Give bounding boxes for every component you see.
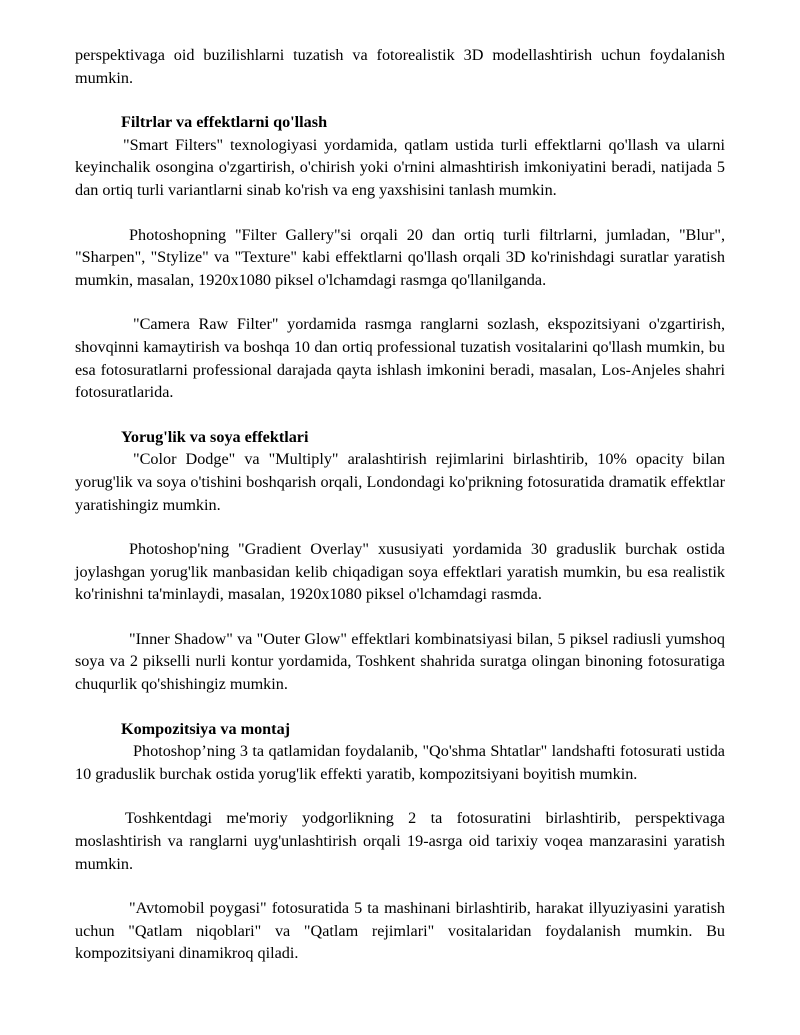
paragraph-three-layers: Photoshop’ning 3 ta qatlamidan foydalanib, "Qo'shma Shtatlar" landshafti fotosurati ustida 10 graduslik burchak ostida yorug'lik effekti yaratib, kompozitsiyani boyitish mumkin.	[75, 742, 725, 783]
paragraph-camera-raw: "Camera Raw Filter" yordamida rasmga ranglarni sozlash, ekspozitsiyani o'zgartirish, shovqinni kamaytirish va boshqa 10 dan ortiq professional tuzatish vositalarini qo'llash mumkin, bu esa fotosuratlarni professional darajada qayta ishlash imkonini beradi, masalan, Los-Anjeles shahri fotosuratlarida.	[75, 315, 725, 402]
paragraph-smart-filters: "Smart Filters" texnologiyasi yordamida, qatlam ustida turli effektlarni qo'llash va ularni keyinchalik osongina o'zgartirish, o'chirish yoki o'rnini almashtirish imkoniyatini beradi, natijada 5 dan ortiq turli variantlarni sinab ko'rish va eng yaxshisini tanlash mumkin.	[75, 135, 725, 199]
paragraph-continuation: perspektivaga oid buzilishlarni tuzatish va fotorealistik 3D modellashtirish uchun foydalanish mumkin.	[75, 46, 725, 87]
paragraph-gradient-overlay: Photoshop'ning "Gradient Overlay" xususiyati yordamida 30 graduslik burchak ostida joylashgan yorug'lik manbasidan kelib chiqadigan soya effektlari yaratish mumkin, bu esa realistik ko'rinishni ta'minlaydi, masalan, 1920x1080 piksel o'lchamdagi rasmda.	[75, 540, 725, 604]
section-heading-filters: Filtrlar va effektlarni qo'llash	[121, 113, 328, 132]
paragraph-color-dodge: "Color Dodge" va "Multiply" aralashtirish rejimlarini birlashtirib, 10% opacity bilan yorug'lik va soya o'tishini boshqarish orqali, Londondagi ko'prikning fotosuratida dramatik effektlar yaratishingiz mumkin.	[75, 450, 725, 514]
paragraph-car-race: "Avtomobil poygasi" fotosuratida 5 ta mashinani birlashtirib, harakat illyuziyasini yaratish uchun "Qatlam niqoblari" va "Qatlam rejimlari" vositalaridan foydalanish mumkin. Bu kompozitsiyani dinamikroq qiladi.	[75, 899, 725, 963]
paragraph-filter-gallery: Photoshopning "Filter Gallery"si orqali 20 dan ortiq turli filtrlarni, jumladan, "Blur", "Sharpen", "Stylize" va "Texture" kabi effektlarni qo'llash orqali 3D ko'rinishdagi suratlar yaratish mumkin, masalan, 1920x1080 piksel o'lchamdagi rasmga qo'llanilganda.	[75, 225, 725, 289]
document-page	[75, 44, 725, 965]
paragraph-inner-shadow: "Inner Shadow" va "Outer Glow" effektlari kombinatsiyasi bilan, 5 piksel radiusli yumshoq soya va 2 pikselli nurli kontur yordamida, Toshkent shahrida suratga olingan binoning fotosuratiga chuqurlik qo'shishingiz mumkin.	[75, 629, 725, 694]
section-heading-light-shadow: Yorug'lik va soya effektlari	[121, 427, 309, 446]
paragraph-tashkent-monument: Toshkentdagi me'moriy yodgorlikning 2 ta fotosuratini birlashtirib, perspektivaga moslashtirish va ranglarni uyg'unlashtirish orqali 19-asrga oid tarixiy voqea manzarasini yaratish mumkin.	[75, 809, 725, 873]
section-heading-composition: Kompozitsiya va montaj	[121, 719, 291, 738]
